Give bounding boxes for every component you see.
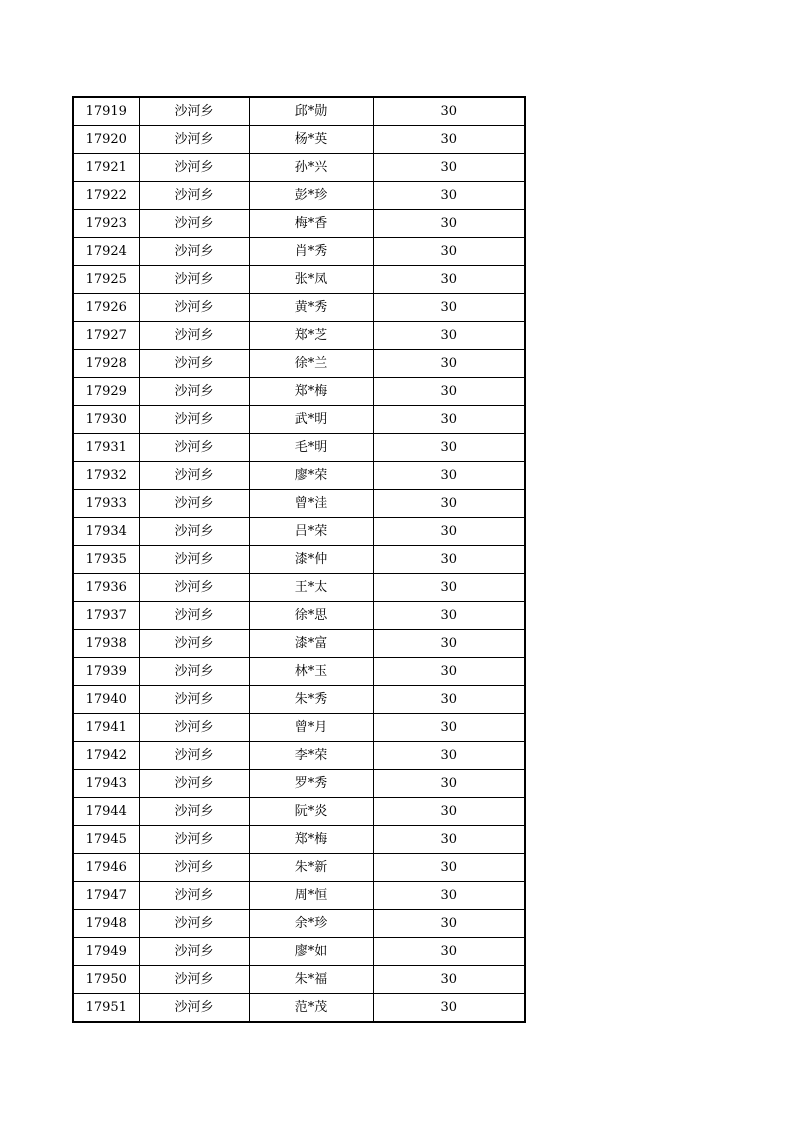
name-cell: 余*珍 <box>249 910 373 938</box>
table-row <box>73 378 525 406</box>
name-cell: 黄*秀 <box>249 294 373 322</box>
table-row <box>73 238 525 266</box>
table-row <box>73 938 525 966</box>
table-body <box>73 97 525 1022</box>
records-table <box>72 96 526 1023</box>
record-id-cell: 17921 <box>73 154 139 182</box>
name-cell: 漆*仲 <box>249 546 373 574</box>
record-id-cell: 17942 <box>73 742 139 770</box>
township-cell: 沙河乡 <box>139 882 249 910</box>
township-cell: 沙河乡 <box>139 378 249 406</box>
name-cell: 阮*炎 <box>249 798 373 826</box>
table-row <box>73 966 525 994</box>
table-row <box>73 882 525 910</box>
amount-cell: 30 <box>373 826 525 854</box>
township-cell: 沙河乡 <box>139 966 249 994</box>
name-cell: 孙*兴 <box>249 154 373 182</box>
name-cell: 吕*荣 <box>249 518 373 546</box>
name-cell: 徐*兰 <box>249 350 373 378</box>
amount-cell: 30 <box>373 714 525 742</box>
record-id-cell: 17948 <box>73 910 139 938</box>
table-row <box>73 602 525 630</box>
amount-cell: 30 <box>373 994 525 1023</box>
amount-cell: 30 <box>373 378 525 406</box>
amount-cell: 30 <box>373 210 525 238</box>
table-row <box>73 574 525 602</box>
amount-cell: 30 <box>373 518 525 546</box>
township-cell: 沙河乡 <box>139 854 249 882</box>
amount-cell: 30 <box>373 462 525 490</box>
amount-cell: 30 <box>373 938 525 966</box>
record-id-cell: 17935 <box>73 546 139 574</box>
amount-cell: 30 <box>373 238 525 266</box>
township-cell: 沙河乡 <box>139 714 249 742</box>
name-cell: 朱*秀 <box>249 686 373 714</box>
record-id-cell: 17928 <box>73 350 139 378</box>
township-cell: 沙河乡 <box>139 322 249 350</box>
township-cell: 沙河乡 <box>139 658 249 686</box>
township-cell: 沙河乡 <box>139 938 249 966</box>
township-cell: 沙河乡 <box>139 154 249 182</box>
table-row <box>73 182 525 210</box>
name-cell: 曾*月 <box>249 714 373 742</box>
name-cell: 罗*秀 <box>249 770 373 798</box>
record-id-cell: 17930 <box>73 406 139 434</box>
record-id-cell: 17920 <box>73 126 139 154</box>
table-row <box>73 490 525 518</box>
township-cell: 沙河乡 <box>139 434 249 462</box>
amount-cell: 30 <box>373 686 525 714</box>
amount-cell: 30 <box>373 630 525 658</box>
record-id-cell: 17949 <box>73 938 139 966</box>
record-id-cell: 17929 <box>73 378 139 406</box>
table-row <box>73 97 525 126</box>
name-cell: 毛*明 <box>249 434 373 462</box>
table-row <box>73 742 525 770</box>
township-cell: 沙河乡 <box>139 770 249 798</box>
township-cell: 沙河乡 <box>139 266 249 294</box>
table-row <box>73 154 525 182</box>
record-id-cell: 17926 <box>73 294 139 322</box>
name-cell: 朱*新 <box>249 854 373 882</box>
table-row <box>73 350 525 378</box>
table-row <box>73 322 525 350</box>
amount-cell: 30 <box>373 882 525 910</box>
amount-cell: 30 <box>373 182 525 210</box>
record-id-cell: 17945 <box>73 826 139 854</box>
name-cell: 彭*珍 <box>249 182 373 210</box>
name-cell: 曾*洼 <box>249 490 373 518</box>
amount-cell: 30 <box>373 126 525 154</box>
table-row <box>73 462 525 490</box>
township-cell: 沙河乡 <box>139 826 249 854</box>
name-cell: 廖*荣 <box>249 462 373 490</box>
amount-cell: 30 <box>373 602 525 630</box>
township-cell: 沙河乡 <box>139 238 249 266</box>
name-cell: 武*明 <box>249 406 373 434</box>
amount-cell: 30 <box>373 854 525 882</box>
name-cell: 漆*富 <box>249 630 373 658</box>
amount-cell: 30 <box>373 97 525 126</box>
table-row <box>73 826 525 854</box>
township-cell: 沙河乡 <box>139 490 249 518</box>
name-cell: 林*玉 <box>249 658 373 686</box>
record-id-cell: 17927 <box>73 322 139 350</box>
table-row <box>73 854 525 882</box>
record-id-cell: 17939 <box>73 658 139 686</box>
township-cell: 沙河乡 <box>139 97 249 126</box>
table-row <box>73 406 525 434</box>
amount-cell: 30 <box>373 350 525 378</box>
table-row <box>73 630 525 658</box>
name-cell: 郑*芝 <box>249 322 373 350</box>
record-id-cell: 17925 <box>73 266 139 294</box>
amount-cell: 30 <box>373 574 525 602</box>
record-id-cell: 17936 <box>73 574 139 602</box>
record-id-cell: 17940 <box>73 686 139 714</box>
township-cell: 沙河乡 <box>139 462 249 490</box>
amount-cell: 30 <box>373 770 525 798</box>
record-id-cell: 17931 <box>73 434 139 462</box>
amount-cell: 30 <box>373 434 525 462</box>
township-cell: 沙河乡 <box>139 798 249 826</box>
table-row <box>73 994 525 1023</box>
table-row <box>73 126 525 154</box>
record-id-cell: 17947 <box>73 882 139 910</box>
amount-cell: 30 <box>373 322 525 350</box>
record-id-cell: 17938 <box>73 630 139 658</box>
township-cell: 沙河乡 <box>139 294 249 322</box>
record-id-cell: 17951 <box>73 994 139 1023</box>
township-cell: 沙河乡 <box>139 518 249 546</box>
table-row <box>73 210 525 238</box>
record-id-cell: 17923 <box>73 210 139 238</box>
name-cell: 梅*香 <box>249 210 373 238</box>
record-id-cell: 17932 <box>73 462 139 490</box>
amount-cell: 30 <box>373 294 525 322</box>
record-id-cell: 17946 <box>73 854 139 882</box>
table-row <box>73 546 525 574</box>
name-cell: 郑*梅 <box>249 378 373 406</box>
record-id-cell: 17924 <box>73 238 139 266</box>
table-row <box>73 434 525 462</box>
record-id-cell: 17950 <box>73 966 139 994</box>
table-row <box>73 294 525 322</box>
table-row <box>73 770 525 798</box>
name-cell: 张*凤 <box>249 266 373 294</box>
township-cell: 沙河乡 <box>139 406 249 434</box>
table-row <box>73 686 525 714</box>
name-cell: 王*太 <box>249 574 373 602</box>
record-id-cell: 17943 <box>73 770 139 798</box>
township-cell: 沙河乡 <box>139 574 249 602</box>
table-row <box>73 658 525 686</box>
name-cell: 周*恒 <box>249 882 373 910</box>
township-cell: 沙河乡 <box>139 350 249 378</box>
name-cell: 徐*思 <box>249 602 373 630</box>
township-cell: 沙河乡 <box>139 602 249 630</box>
township-cell: 沙河乡 <box>139 546 249 574</box>
record-id-cell: 17934 <box>73 518 139 546</box>
name-cell: 朱*福 <box>249 966 373 994</box>
name-cell: 郑*梅 <box>249 826 373 854</box>
township-cell: 沙河乡 <box>139 742 249 770</box>
table-row <box>73 518 525 546</box>
table-row <box>73 910 525 938</box>
record-id-cell: 17937 <box>73 602 139 630</box>
township-cell: 沙河乡 <box>139 686 249 714</box>
amount-cell: 30 <box>373 266 525 294</box>
amount-cell: 30 <box>373 910 525 938</box>
amount-cell: 30 <box>373 966 525 994</box>
table-row <box>73 798 525 826</box>
record-id-cell: 17944 <box>73 798 139 826</box>
township-cell: 沙河乡 <box>139 126 249 154</box>
record-id-cell: 17933 <box>73 490 139 518</box>
table-row <box>73 714 525 742</box>
record-id-cell: 17919 <box>73 97 139 126</box>
township-cell: 沙河乡 <box>139 994 249 1023</box>
amount-cell: 30 <box>373 546 525 574</box>
record-id-cell: 17922 <box>73 182 139 210</box>
amount-cell: 30 <box>373 742 525 770</box>
township-cell: 沙河乡 <box>139 910 249 938</box>
township-cell: 沙河乡 <box>139 630 249 658</box>
township-cell: 沙河乡 <box>139 182 249 210</box>
name-cell: 廖*如 <box>249 938 373 966</box>
amount-cell: 30 <box>373 406 525 434</box>
name-cell: 范*茂 <box>249 994 373 1023</box>
name-cell: 李*荣 <box>249 742 373 770</box>
table-row <box>73 266 525 294</box>
name-cell: 肖*秀 <box>249 238 373 266</box>
name-cell: 杨*英 <box>249 126 373 154</box>
amount-cell: 30 <box>373 154 525 182</box>
record-id-cell: 17941 <box>73 714 139 742</box>
amount-cell: 30 <box>373 490 525 518</box>
amount-cell: 30 <box>373 658 525 686</box>
name-cell: 邱*勋 <box>249 97 373 126</box>
amount-cell: 30 <box>373 798 525 826</box>
township-cell: 沙河乡 <box>139 210 249 238</box>
